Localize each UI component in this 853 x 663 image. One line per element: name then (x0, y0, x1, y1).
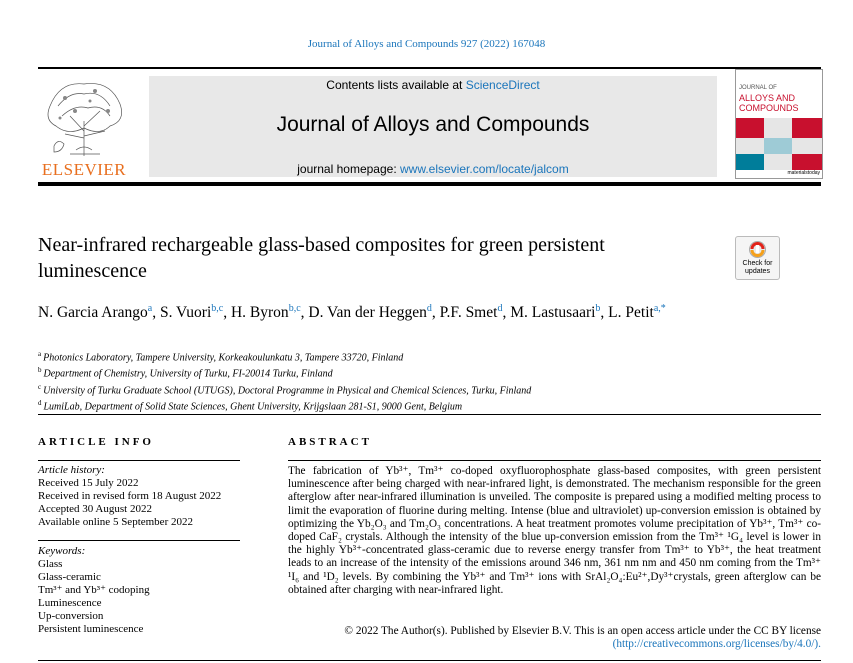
license-link[interactable]: (http://creativecommons.org/licenses/by/4.0/). (612, 638, 821, 651)
article-info-rule (38, 460, 240, 461)
homepage-link[interactable]: www.elsevier.com/locate/jalcom (400, 162, 569, 176)
affiliations (38, 348, 738, 413)
journal-banner (149, 76, 717, 177)
abstract-text: The fabrication of Yb³⁺, Tm³⁺ co-doped oxyfluorophosphate glass-based composites, with green persistent luminescence after being charged with near-infrared light, is demonstrated. The mechanism responsible for the green afterglow after near-infrared illumination is unveiled. The composite is prepared using a modified melting process to limit the evaporation of fluorine during melting. Intense (blue and ultraviolet) up-conversion emission is obtained by optimizing the Yb₂O₃ and Tm₂O₃ concentrations. A heat treatment promotes volume precipitation of Yb³⁺, Tm³⁺ co-doped CaF₂ crystals. Although the intensity of the blue up-conversion emission from the Tm³⁺ ¹G₄ level is lower in the highly Yb³⁺-concentrated glass-ceramic due to reverse energy transfer from Tm³⁺ to Yb³⁺, the heat treatment leads to an increase of the intensity of the emissions around 346 nm, 361 nm nm and 450 nm coming from the Tm³⁺ ¹I₆ and ¹D₂ levels. By combining the Yb³⁺ and Tm³⁺ ions with SrAl₂O₄:Eu²⁺,Dy³⁺crystals, green afterglow can be obtained after charging with near-infrared light. (288, 465, 821, 596)
history-item: Available online 5 September 2022 (38, 516, 193, 528)
author[interactable]: S. Vuori$^{b,c}$ (159, 303, 224, 322)
author[interactable]: P.F. Smet$^d$ (439, 303, 503, 322)
journal-title: Journal of Alloys and Compounds (276, 113, 590, 136)
check-for-updates-button[interactable] (735, 236, 780, 280)
elsevier-tree-icon (40, 76, 128, 158)
homepage-line: journal homepage: www.elsevier.com/locate/jalcom (297, 162, 569, 176)
elsevier-wordmark: ELSEVIER (41, 160, 127, 179)
history-heading: Article history: (38, 464, 105, 476)
keyword: Persistent luminescence (38, 623, 144, 635)
cover-title: JOURNAL OF ALLOYS AND COMPOUNDS (739, 85, 799, 113)
author[interactable]: N. Garcia Arango$^a$ (38, 303, 153, 322)
keywords-heading: Keywords: (38, 545, 86, 557)
cover-footer: materialstoday (787, 170, 820, 176)
header-bottom-rule (38, 182, 821, 186)
keyword: Luminescence (38, 597, 102, 609)
elsevier-logo[interactable] (38, 76, 130, 180)
author[interactable]: H. Byron$^{b,c}$ (230, 303, 301, 322)
sciencedirect-link[interactable]: ScienceDirect (465, 78, 540, 92)
history-item: Accepted 30 August 2022 (38, 503, 152, 515)
author[interactable]: M. Lastusaari$^b$ (510, 303, 601, 322)
header-top-rule (38, 67, 821, 69)
cover-graphic (736, 118, 822, 170)
article-info-heading: ARTICLE INFO (38, 436, 154, 448)
affiliation: $^c$ University of Turku Graduate School (UTUGS), Doctoral Programme in Physical and Chemical Sciences, Turku, Finland (38, 382, 532, 396)
check-updates-icon (748, 240, 767, 259)
author[interactable]: L. Petit$^{a,*}$ (608, 303, 666, 322)
journal-citation[interactable]: Journal of Alloys and Compounds 927 (2022) 167048 (307, 38, 546, 50)
article-history (38, 464, 248, 529)
keyword: Up-conversion (38, 610, 104, 622)
keywords (38, 545, 248, 636)
keywords-rule (38, 540, 240, 541)
keyword: Glass-ceramic (38, 571, 101, 583)
affiliation: $^d$ LumiLab, Department of Solid State Sciences, Ghent University, Krijgslaan 281-S1, 9000 Gent, Belgium (38, 398, 463, 413)
author[interactable]: D. Van der Heggen$^d$ (308, 303, 432, 322)
keyword: Tm³⁺ and Yb³⁺ codoping (38, 584, 150, 596)
keyword: Glass (38, 558, 63, 570)
section-separator (38, 414, 821, 415)
journal-cover-thumbnail[interactable] (735, 69, 823, 179)
history-item: Received in revised form 18 August 2022 (38, 490, 222, 502)
affiliation: $^b$ Department of Chemistry, University of Turku, FI-20014 Turku, Finland (38, 366, 333, 380)
author-list: N. Garcia Arango$^a$, S. Vuori$^{b,c}$, H. Byron$^{b,c}$, D. Van der Heggen$^d$, P.F. Smet$^d$, M. Lastusaari$^b$, L. Petit$^{a,*}$ (38, 303, 666, 322)
affiliation: $^a$ Photonics Laboratory, Tampere University, Korkeakoulunkatu 3, Tampere 33720, Finland (38, 350, 404, 364)
contents-line: Contents lists available at ScienceDirect (326, 78, 540, 92)
history-item: Received 15 July 2022 (38, 477, 139, 489)
bottom-rule (38, 660, 821, 661)
copyright-notice: © 2022 The Author(s). Published by Elsevier B.V. This is an open access article under the CC BY license (http://creativecommons.org/licenses/by/4.0/). (344, 625, 821, 651)
abstract-heading: ABSTRACT (288, 436, 372, 448)
article-title: Near-infrared rechargeable glass-based composites for green persistent luminescence (38, 234, 605, 282)
abstract-rule (288, 460, 821, 461)
check-updates-label: Check for updates (742, 260, 773, 275)
